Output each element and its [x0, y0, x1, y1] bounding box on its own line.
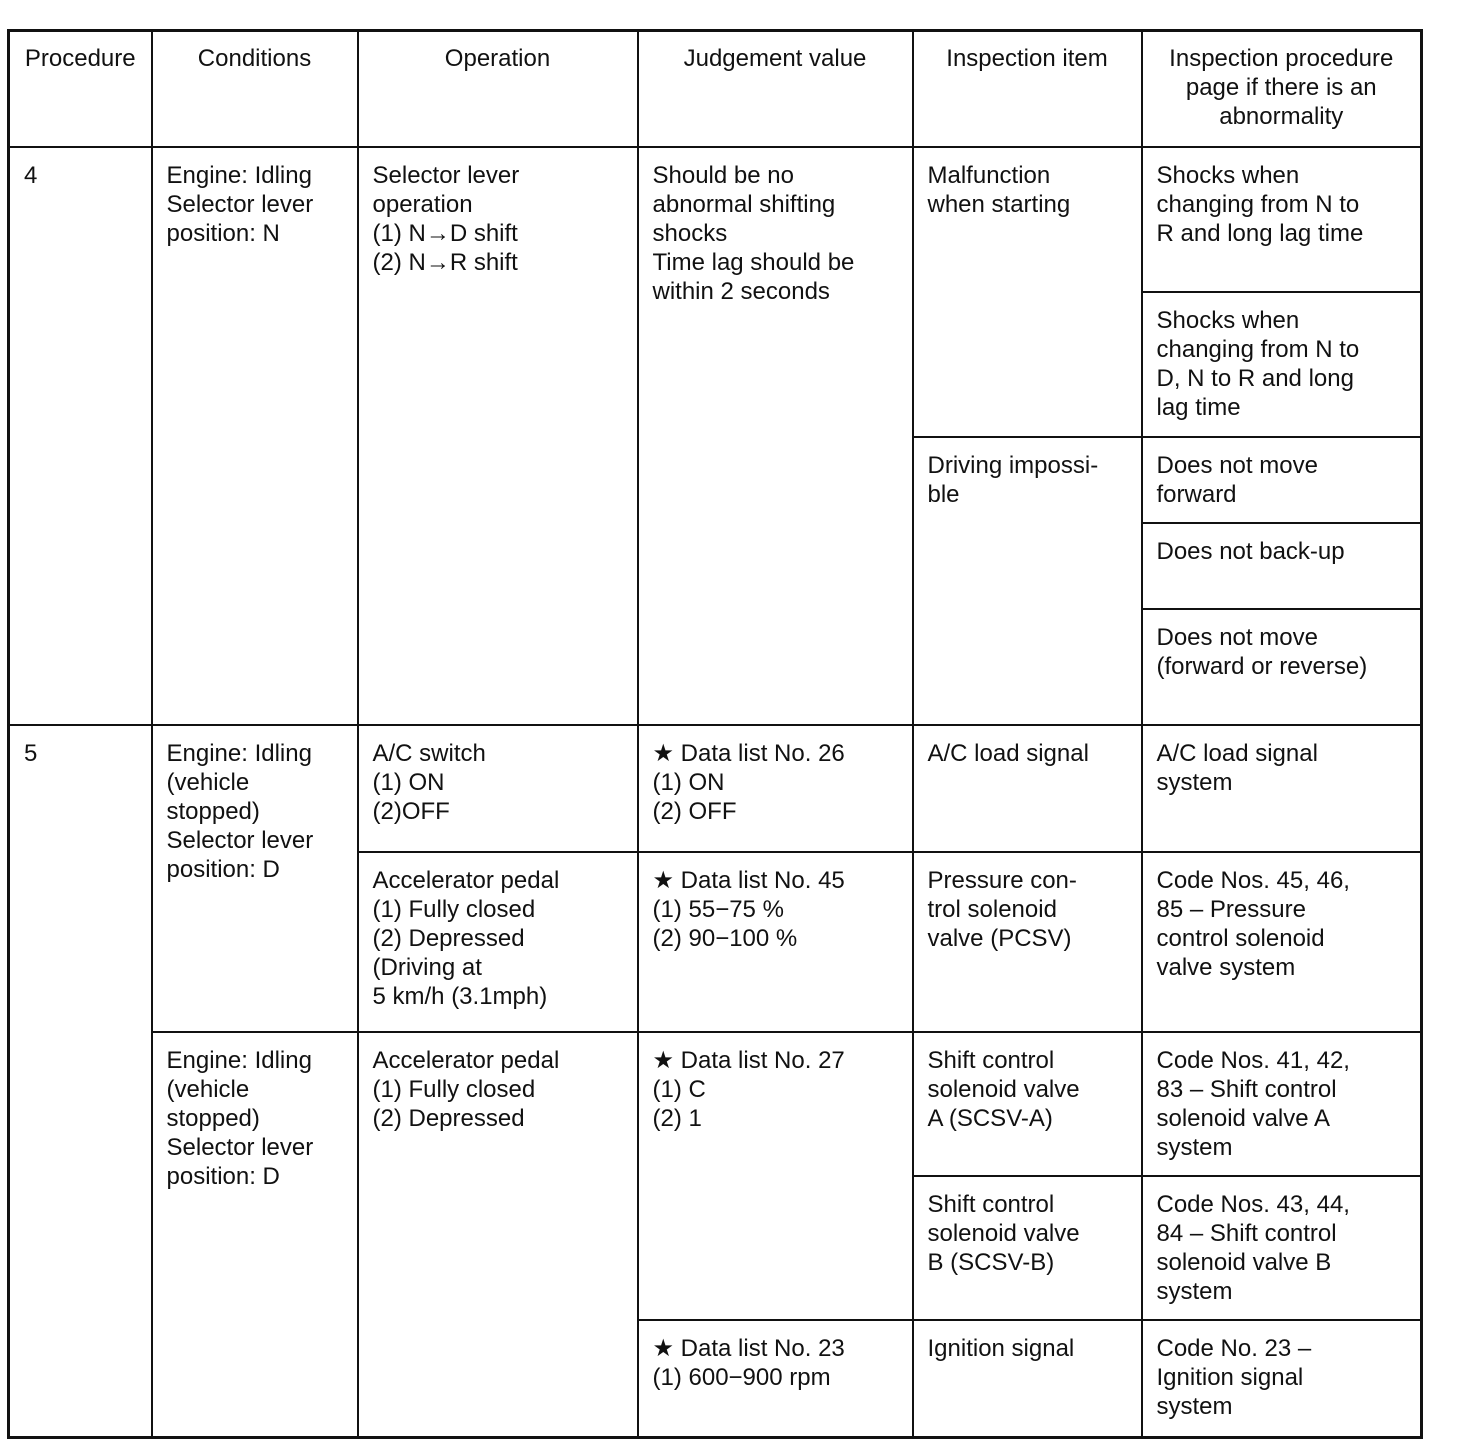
scsv-a-item: Shift control solenoid valve A (SCSV-A): [913, 1032, 1142, 1176]
table-row: [9, 147, 1422, 292]
ignition-item: Ignition signal: [913, 1320, 1142, 1438]
pcsv-judgement: ★ Data list No. 45 (1) 55−75 % (2) 90−100 %: [638, 852, 913, 1032]
page-shocks-n-to-d: Shocks when changing from N to D, N to R and long lag time: [1142, 292, 1422, 437]
ignition-page: Code No. 23 – Ignition signal system: [1142, 1320, 1422, 1438]
scsv-b-page: Code Nos. 43, 44, 84 – Shift control solenoid valve B system: [1142, 1176, 1422, 1320]
page-no-backup: Does not back-up: [1142, 523, 1422, 609]
pcsv-page: Code Nos. 45, 46, 85 – Pressure control solenoid valve system: [1142, 852, 1422, 1032]
procedure-5-conditions-b: Engine: Idling (vehicle stopped) Selector lever position: D: [152, 1032, 358, 1438]
header-operation: Operation: [358, 31, 638, 147]
ac-judgement: ★ Data list No. 26 (1) ON (2) OFF: [638, 725, 913, 852]
item-driving-impossible: Driving impossi- ble: [913, 437, 1142, 725]
header-conditions: Conditions: [152, 31, 358, 147]
header-inspection-item: Inspection item: [913, 31, 1142, 147]
pcsv-operation: Accelerator pedal (1) Fully closed (2) Depressed (Driving at 5 km/h (3.1mph): [358, 852, 638, 1032]
ac-page: A/C load signal system: [1142, 725, 1422, 852]
scsv-b-item: Shift control solenoid valve B (SCSV-B): [913, 1176, 1142, 1320]
scsv-a-page: Code Nos. 41, 42, 83 – Shift control solenoid valve A system: [1142, 1032, 1422, 1176]
page-no-move: Does not move (forward or reverse): [1142, 609, 1422, 725]
procedure-4-conditions: Engine: Idling Selector lever position: N: [152, 147, 358, 725]
procedure-5-number: 5: [9, 725, 152, 1438]
procedure-4-judgement: Should be no abnormal shifting shocks Time lag should be within 2 seconds: [638, 147, 913, 725]
item-malfunction-starting: Malfunction when starting: [913, 147, 1142, 437]
table-row: [9, 1032, 1422, 1176]
ignition-judgement: ★ Data list No. 23 (1) 600−900 rpm: [638, 1320, 913, 1438]
pcsv-item: Pressure con- trol solenoid valve (PCSV): [913, 852, 1142, 1032]
header-judgement: Judgement value: [638, 31, 913, 147]
procedure-5-conditions-a: Engine: Idling (vehicle stopped) Selector lever position: D: [152, 725, 358, 1032]
procedure-4-number: 4: [9, 147, 152, 725]
table-row: [9, 725, 1422, 852]
shift-operation: Accelerator pedal (1) Fully closed (2) Depressed: [358, 1032, 638, 1438]
ac-operation: A/C switch (1) ON (2)OFF: [358, 725, 638, 852]
header-inspection-page: Inspection procedure page if there is an abnormality: [1142, 31, 1422, 147]
inspection-table: [7, 29, 1423, 1439]
header-procedure: Procedure: [9, 31, 152, 147]
shift-judgement: ★ Data list No. 27 (1) C (2) 1: [638, 1032, 913, 1320]
header-row: [9, 31, 1422, 147]
ac-item: A/C load signal: [913, 725, 1142, 852]
page-shocks-n-to-r: Shocks when changing from N to R and long lag time: [1142, 147, 1422, 292]
page-no-forward: Does not move forward: [1142, 437, 1422, 523]
procedure-4-operation: Selector lever operation (1) N→D shift (2) N→R shift: [358, 147, 638, 725]
